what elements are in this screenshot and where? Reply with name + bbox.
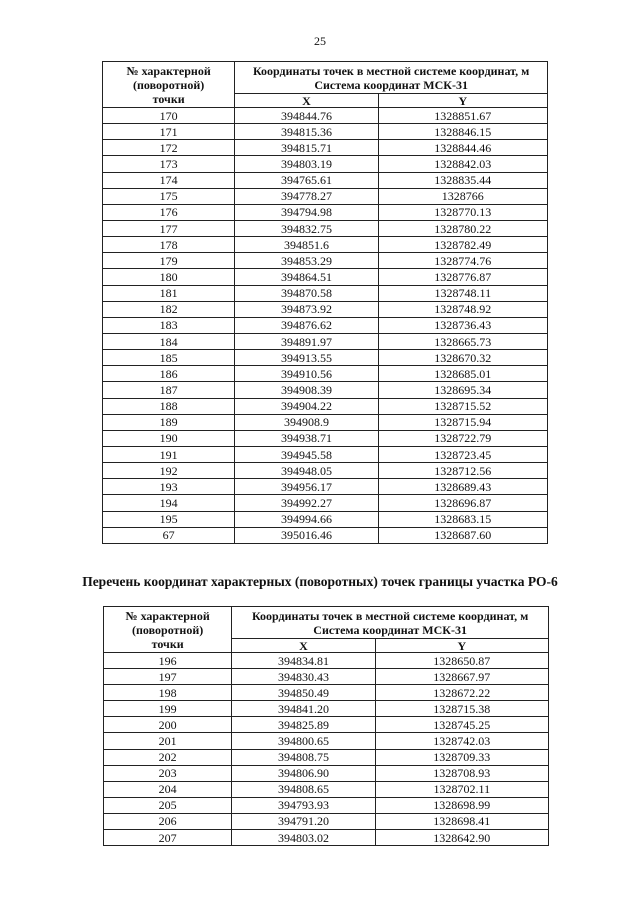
header-label: Система координат МСК-31 (314, 77, 468, 92)
point-number-cell: 186 (103, 366, 235, 382)
table-row (103, 414, 548, 430)
x-coordinate-cell: 394948.05 (235, 463, 378, 479)
table-row (103, 333, 548, 349)
header-label: (поворотной) (133, 77, 205, 92)
table-body (103, 108, 548, 544)
table-row (104, 701, 549, 717)
table-row (103, 527, 548, 543)
point-number-cell: 206 (104, 813, 232, 829)
x-coordinate-cell: 394873.92 (235, 301, 378, 317)
y-coordinate-cell: 1328708.93 (375, 765, 548, 781)
table-row (104, 765, 549, 781)
table-row (103, 108, 548, 124)
point-number-cell: 173 (103, 156, 235, 172)
point-number-cell: 203 (104, 765, 232, 781)
table-row (104, 669, 549, 685)
y-coordinate-cell: 1328689.43 (378, 479, 547, 495)
table-row (103, 188, 548, 204)
table-row (103, 382, 548, 398)
header-label: (поворотной) (132, 622, 204, 637)
coordinates-table-1 (102, 61, 548, 544)
point-number-cell: 205 (104, 797, 232, 813)
point-number-cell: 195 (103, 511, 235, 527)
table-row (103, 430, 548, 446)
table-row (103, 366, 548, 382)
x-coordinate-cell: 394876.62 (235, 317, 378, 333)
point-number-cell: 197 (104, 669, 232, 685)
y-coordinate-cell: 1328698.99 (375, 797, 548, 813)
x-coordinate-cell: 394992.27 (235, 495, 378, 511)
y-coordinate-cell: 1328748.11 (378, 285, 547, 301)
y-coordinate-cell: 1328712.56 (378, 463, 547, 479)
x-coordinate-cell: 394891.97 (235, 333, 378, 349)
y-coordinate-cell: 1328667.97 (375, 669, 548, 685)
point-number-cell: 196 (104, 653, 232, 669)
table-row (103, 398, 548, 414)
table-row (103, 156, 548, 172)
section-heading: Перечень координат характерных (поворотных) точек границы участка РО-6 (82, 574, 558, 589)
x-coordinate-cell: 394853.29 (235, 253, 378, 269)
table-row (103, 350, 548, 366)
x-coordinate-cell: 395016.46 (235, 527, 378, 543)
x-coordinate-cell: 394834.81 (232, 653, 375, 669)
point-number-cell: 178 (103, 237, 235, 253)
table-row (104, 685, 549, 701)
y-coordinate-cell: 1328770.13 (378, 204, 547, 220)
x-coordinate-cell: 394803.19 (235, 156, 378, 172)
y-coordinate-cell: 1328851.67 (378, 108, 547, 124)
y-column-header: Y (375, 639, 548, 653)
point-number-cell: 202 (104, 749, 232, 765)
x-coordinate-cell: 394794.98 (235, 204, 378, 220)
point-number-cell: 188 (103, 398, 235, 414)
y-coordinate-cell: 1328776.87 (378, 269, 547, 285)
x-coordinate-cell: 394851.6 (235, 237, 378, 253)
y-coordinate-cell: 1328774.76 (378, 253, 547, 269)
x-coordinate-cell: 394806.90 (232, 765, 375, 781)
x-coordinate-cell: 394956.17 (235, 479, 378, 495)
x-coordinate-cell: 394908.39 (235, 382, 378, 398)
table-row (103, 463, 548, 479)
y-coordinate-cell: 1328842.03 (378, 156, 547, 172)
y-coordinate-cell: 1328835.44 (378, 172, 547, 188)
y-coordinate-cell: 1328709.33 (375, 749, 548, 765)
point-number-cell: 207 (104, 830, 232, 846)
x-coordinate-cell: 394791.20 (232, 813, 375, 829)
table-row (103, 124, 548, 140)
point-number-cell: 198 (104, 685, 232, 701)
point-number-cell: 172 (103, 140, 235, 156)
x-coordinate-cell: 394793.93 (232, 797, 375, 813)
table-row (103, 511, 548, 527)
table-row (103, 479, 548, 495)
x-coordinate-cell: 394825.89 (232, 717, 375, 733)
point-number-cell: 171 (103, 124, 235, 140)
y-coordinate-cell: 1328696.87 (378, 495, 547, 511)
x-coordinate-cell: 394864.51 (235, 269, 378, 285)
x-coordinate-cell: 394808.75 (232, 749, 375, 765)
x-coordinate-cell: 394910.56 (235, 366, 378, 382)
point-number-cell: 170 (103, 108, 235, 124)
table-row (103, 446, 548, 462)
coordinates-header (235, 62, 548, 94)
x-coordinate-cell: 394815.36 (235, 124, 378, 140)
y-coordinate-cell: 1328846.15 (378, 124, 547, 140)
table-row (104, 717, 549, 733)
x-coordinate-cell: 394830.43 (232, 669, 375, 685)
y-coordinate-cell: 1328736.43 (378, 317, 547, 333)
table-row (103, 495, 548, 511)
coordinates-table-2 (103, 606, 549, 846)
point-number-cell: 189 (103, 414, 235, 430)
x-coordinate-cell: 394945.58 (235, 446, 378, 462)
point-number-cell: 193 (103, 479, 235, 495)
y-column-header: Y (378, 94, 547, 108)
x-column-header: X (235, 94, 378, 108)
y-coordinate-cell: 1328687.60 (378, 527, 547, 543)
y-coordinate-cell: 1328683.15 (378, 511, 547, 527)
header-label: Система координат МСК-31 (313, 622, 467, 637)
x-coordinate-cell: 394841.20 (232, 701, 375, 717)
y-coordinate-cell: 1328722.79 (378, 430, 547, 446)
point-number-cell: 187 (103, 382, 235, 398)
point-number-cell: 200 (104, 717, 232, 733)
y-coordinate-cell: 1328780.22 (378, 220, 547, 236)
point-number-cell: 175 (103, 188, 235, 204)
x-coordinate-cell: 394908.9 (235, 414, 378, 430)
table-row (103, 317, 548, 333)
point-number-cell: 181 (103, 285, 235, 301)
table-row (104, 813, 549, 829)
page-number: 25 (314, 34, 326, 48)
table-row (103, 301, 548, 317)
table-row (104, 797, 549, 813)
point-number-cell: 192 (103, 463, 235, 479)
point-number-cell: 191 (103, 446, 235, 462)
x-coordinate-cell: 394808.65 (232, 781, 375, 797)
x-coordinate-cell: 394800.65 (232, 733, 375, 749)
y-coordinate-cell: 1328782.49 (378, 237, 547, 253)
point-number-cell: 183 (103, 317, 235, 333)
table-row (104, 653, 549, 669)
point-number-cell: 182 (103, 301, 235, 317)
y-coordinate-cell: 1328748.92 (378, 301, 547, 317)
y-coordinate-cell: 1328642.90 (375, 830, 548, 846)
point-number-header (103, 62, 235, 108)
y-coordinate-cell: 1328685.01 (378, 366, 547, 382)
y-coordinate-cell: 1328715.52 (378, 398, 547, 414)
header-label: Координаты точек в местной системе координат, м (251, 608, 529, 623)
y-coordinate-cell: 1328844.46 (378, 140, 547, 156)
table-body (104, 653, 549, 846)
x-coordinate-cell: 394904.22 (235, 398, 378, 414)
x-coordinate-cell: 394844.76 (235, 108, 378, 124)
table-row (104, 733, 549, 749)
point-number-cell: 184 (103, 333, 235, 349)
y-coordinate-cell: 1328742.03 (375, 733, 548, 749)
y-coordinate-cell: 1328670.32 (378, 350, 547, 366)
y-coordinate-cell: 1328715.38 (375, 701, 548, 717)
table-row (103, 237, 548, 253)
point-number-cell: 180 (103, 269, 235, 285)
x-coordinate-cell: 394938.71 (235, 430, 378, 446)
x-coordinate-cell: 394870.58 (235, 285, 378, 301)
point-number-cell: 201 (104, 733, 232, 749)
x-coordinate-cell: 394850.49 (232, 685, 375, 701)
point-number-cell: 174 (103, 172, 235, 188)
x-coordinate-cell: 394815.71 (235, 140, 378, 156)
point-number-cell: 190 (103, 430, 235, 446)
x-coordinate-cell: 394832.75 (235, 220, 378, 236)
table-row (104, 830, 549, 846)
header-label: № характерной (126, 63, 211, 78)
table-row (103, 172, 548, 188)
y-coordinate-cell: 1328698.41 (375, 813, 548, 829)
point-number-cell: 176 (103, 204, 235, 220)
header-label: № характерной (125, 608, 210, 623)
y-coordinate-cell: 1328715.94 (378, 414, 547, 430)
x-coordinate-cell: 394778.27 (235, 188, 378, 204)
table-row (103, 285, 548, 301)
x-coordinate-cell: 394994.66 (235, 511, 378, 527)
y-coordinate-cell: 1328702.11 (375, 781, 548, 797)
table-row (103, 220, 548, 236)
point-number-cell: 177 (103, 220, 235, 236)
table-row (103, 269, 548, 285)
y-coordinate-cell: 1328766 (378, 188, 547, 204)
coordinates-header (232, 607, 549, 639)
point-number-cell: 67 (103, 527, 235, 543)
point-number-cell: 204 (104, 781, 232, 797)
header-label: точки (151, 636, 184, 651)
y-coordinate-cell: 1328665.73 (378, 333, 547, 349)
point-number-cell: 194 (103, 495, 235, 511)
point-number-cell: 179 (103, 253, 235, 269)
point-number-cell: 199 (104, 701, 232, 717)
header-label: точки (152, 91, 185, 106)
table-row (104, 781, 549, 797)
point-number-header (104, 607, 232, 653)
y-coordinate-cell: 1328723.45 (378, 446, 547, 462)
x-coordinate-cell: 394913.55 (235, 350, 378, 366)
y-coordinate-cell: 1328672.22 (375, 685, 548, 701)
table-row (104, 749, 549, 765)
point-number-cell: 185 (103, 350, 235, 366)
table-row (103, 253, 548, 269)
x-column-header: X (232, 639, 375, 653)
x-coordinate-cell: 394803.02 (232, 830, 375, 846)
header-label: Координаты точек в местной системе координат, м (252, 63, 530, 78)
table-row (103, 140, 548, 156)
x-coordinate-cell: 394765.61 (235, 172, 378, 188)
y-coordinate-cell: 1328745.25 (375, 717, 548, 733)
y-coordinate-cell: 1328695.34 (378, 382, 547, 398)
y-coordinate-cell: 1328650.87 (375, 653, 548, 669)
table-row (103, 204, 548, 220)
